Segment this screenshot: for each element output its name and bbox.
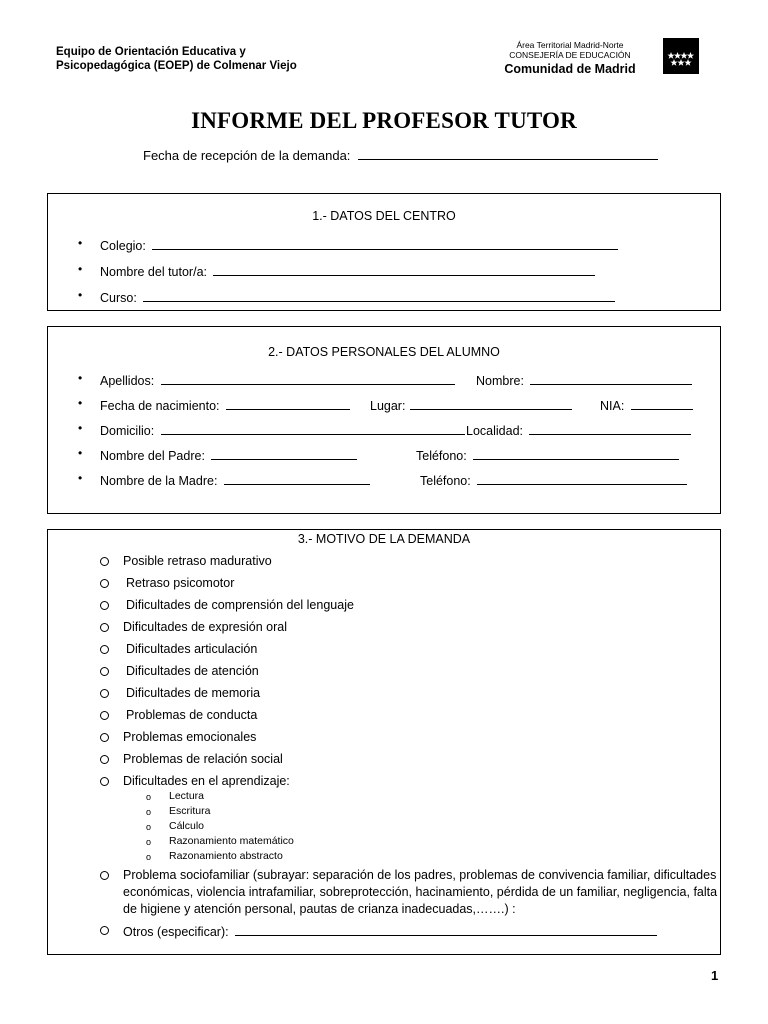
bullet: • (78, 421, 83, 435)
localidad-field[interactable] (529, 422, 691, 435)
section1-title: 1.- DATOS DEL CENTRO (312, 209, 456, 223)
org-line-1: Equipo de Orientación Educativa y (56, 46, 246, 58)
org-line-2: Psicopedagógica (EOEP) de Colmenar Viejo (56, 60, 297, 72)
institution-block (490, 40, 650, 77)
circle-bullet-icon[interactable] (100, 777, 109, 786)
section-motivo-demanda (47, 529, 721, 955)
circle-bullet-icon[interactable] (100, 711, 109, 720)
sub-option-calculo: Cálculo (169, 820, 205, 832)
circle-bullet-icon[interactable] (100, 579, 109, 588)
option-emocionales: Problemas emocionales (123, 730, 257, 744)
tutor-row (100, 263, 595, 279)
nia-row (600, 397, 693, 413)
colegio-label: Colegio: (100, 239, 146, 253)
nia-label: NIA: (600, 399, 625, 413)
nombre-row (476, 372, 692, 388)
sub-marker: o (146, 837, 152, 847)
telefono-madre-label: Teléfono: (420, 474, 471, 488)
sub-marker: o (146, 822, 152, 832)
lugar-label: Lugar: (370, 399, 406, 413)
colegio-field[interactable] (152, 237, 618, 250)
comunidad-text: Comunidad de Madrid (504, 62, 636, 76)
bullet: • (78, 471, 83, 485)
otros-field[interactable] (235, 923, 657, 936)
otros-label: Otros (especificar): (123, 925, 229, 939)
organization-name (56, 45, 297, 73)
sub-marker: o (146, 852, 152, 862)
padre-label: Nombre del Padre: (100, 449, 205, 463)
curso-label: Curso: (100, 291, 137, 305)
madre-row (100, 472, 370, 488)
fecha-nacimiento-label: Fecha de nacimiento: (100, 399, 220, 413)
bullet: • (78, 288, 83, 302)
curso-field[interactable] (143, 289, 615, 302)
circle-bullet-icon[interactable] (100, 623, 109, 632)
circle-bullet-icon[interactable] (100, 667, 109, 676)
domicilio-label: Domicilio: (100, 424, 155, 438)
madrid-stars-flag-icon (663, 38, 699, 74)
option-retraso-psicomotor: Retraso psicomotor (126, 576, 235, 590)
reception-date-field[interactable] (358, 147, 658, 160)
localidad-label: Localidad: (466, 424, 523, 438)
lugar-field[interactable] (410, 397, 572, 410)
option-sociofamiliar: Problema sociofamiliar (subrayar: separación de los padres, problemas de convivencia familiar, dificultades económicas, violencia intrafamiliar, sobreprotección, hacinamiento, pérdida de un familiar, negligencia, falta de higiene y atención personal, pautas de crianza inadecuadas,…….) : (123, 868, 718, 916)
curso-row (100, 289, 615, 305)
apellidos-label: Apellidos: (100, 374, 155, 388)
colegio-row (100, 237, 618, 253)
page-number: 1 (711, 968, 719, 983)
section3-title: 3.- MOTIVO DE LA DEMANDA (297, 532, 471, 546)
telefono-madre-row (420, 472, 687, 488)
tutor-label: Nombre del tutor/a: (100, 265, 207, 279)
tutor-field[interactable] (213, 263, 595, 276)
circle-bullet-icon[interactable] (100, 645, 109, 654)
reception-date-row (143, 147, 658, 163)
nombre-field[interactable] (530, 372, 692, 385)
circle-bullet-icon[interactable] (100, 557, 109, 566)
telefono-madre-field[interactable] (477, 472, 687, 485)
option-relacion-social: Problemas de relación social (123, 752, 283, 766)
option-expresion-oral: Dificultades de expresión oral (123, 620, 287, 634)
consejeria-text: CONSEJERÍA DE EDUCACIÓN (509, 50, 631, 60)
madre-field[interactable] (224, 472, 370, 485)
sub-option-razonamiento-matematico: Razonamiento matemático (169, 835, 294, 847)
circle-bullet-icon[interactable] (100, 733, 109, 742)
circle-bullet-icon[interactable] (100, 871, 109, 880)
bullet: • (78, 371, 83, 385)
circle-bullet-icon[interactable] (100, 926, 109, 935)
apellidos-field[interactable] (161, 372, 455, 385)
bullet: • (78, 446, 83, 460)
option-conducta: Problemas de conducta (126, 708, 258, 722)
sub-option-lectura: Lectura (169, 790, 205, 802)
fecha-nacimiento-field[interactable] (226, 397, 350, 410)
reception-date-label: Fecha de recepción de la demanda: (143, 148, 351, 163)
option-articulacion: Dificultades articulación (126, 642, 258, 656)
circle-bullet-icon[interactable] (100, 755, 109, 764)
localidad-row (466, 422, 691, 438)
otros-row (123, 923, 657, 939)
telefono-padre-field[interactable] (473, 447, 679, 460)
madre-label: Nombre de la Madre: (100, 474, 218, 488)
sub-option-escritura: Escritura (169, 805, 211, 817)
lugar-row (370, 397, 572, 413)
option-aprendizaje: Dificultades en el aprendizaje: (123, 774, 290, 788)
section-datos-alumno (47, 326, 721, 514)
domicilio-row (100, 422, 465, 438)
nombre-label: Nombre: (476, 374, 524, 388)
option-memoria: Dificultades de memoria (126, 686, 261, 700)
sub-marker: o (146, 807, 152, 817)
document-title: INFORME DEL PROFESOR TUTOR (191, 108, 577, 133)
option-comprension-lenguaje: Dificultades de comprensión del lenguaje (126, 598, 354, 612)
section2-title: 2.- DATOS PERSONALES DEL ALUMNO (268, 345, 500, 359)
apellidos-row (100, 372, 455, 388)
nia-field[interactable] (631, 397, 693, 410)
sub-marker: o (146, 792, 152, 802)
option-atencion: Dificultades de atención (126, 664, 259, 678)
domicilio-field[interactable] (161, 422, 465, 435)
bullet: • (78, 236, 83, 250)
sub-option-razonamiento-abstracto: Razonamiento abstracto (169, 850, 283, 862)
area-text: Área Territorial Madrid-Norte (516, 40, 624, 50)
padre-row (100, 447, 357, 463)
fecha-nacimiento-row (100, 397, 350, 413)
circle-bullet-icon[interactable] (100, 689, 109, 698)
bullet: • (78, 262, 83, 276)
padre-field[interactable] (211, 447, 357, 460)
telefono-padre-label: Teléfono: (416, 449, 467, 463)
bullet: • (78, 396, 83, 410)
option-retraso-madurativo: Posible retraso madurativo (123, 554, 272, 568)
circle-bullet-icon[interactable] (100, 601, 109, 610)
section-datos-centro (47, 193, 721, 311)
telefono-padre-row (416, 447, 679, 463)
